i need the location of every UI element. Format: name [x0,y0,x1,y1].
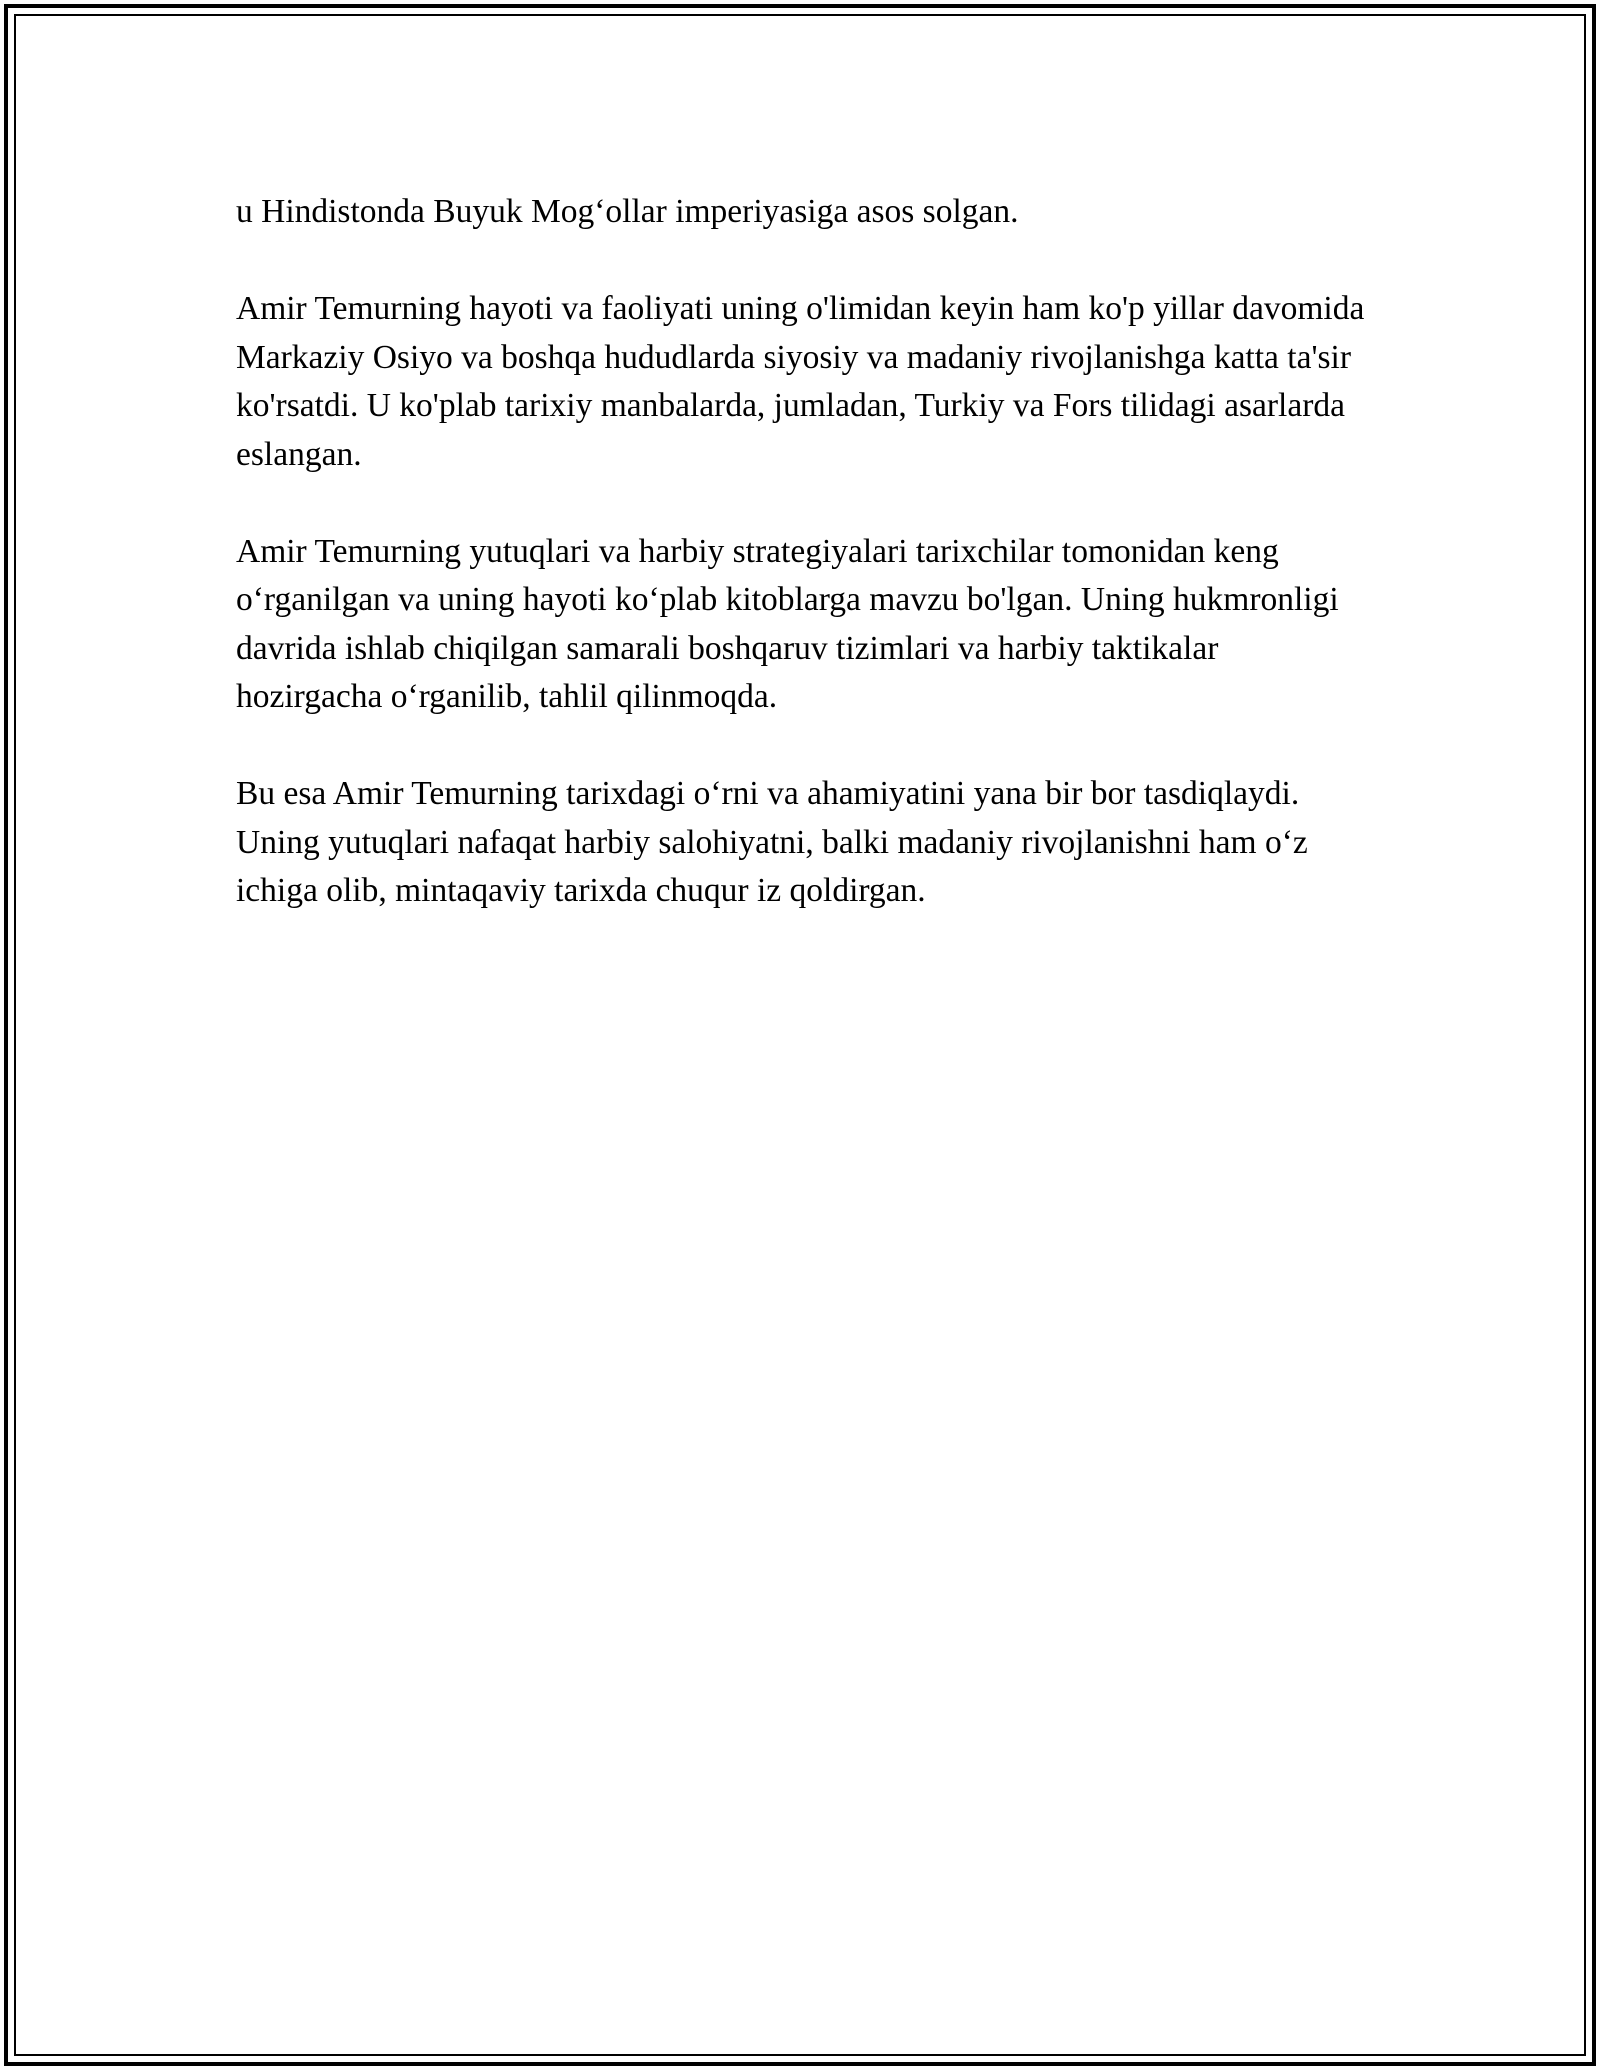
paragraph-4: Bu esa Amir Temurning tarixdagi o‘rni va ahamiyatini yana bir bor tasdiqlaydi. Uning yutuqlari nafaqat harbiy salohiyatni, balki madaniy rivojlanishni ham o‘z ichiga olib, mintaqaviy tarixda chuqur iz qoldirgan. [236,775,1308,909]
paragraph-2: Amir Temurning hayoti va faoliyati uning o'limidan keyin ham ko'p yillar davomida Markaziy Osiyo va boshqa hududlarda siyosiy va madaniy rivojlanishga katta ta'sir ko'rsatdi. U ko'plab tarixiy manbalarda, jumladan, Turkiy va Fors tilidagi asarlarda eslangan. [236,290,1365,473]
document-body [236,188,1366,964]
paragraph-3: Amir Temurning yutuqlari va harbiy strategiyalari tarixchilar tomonidan keng o‘rganilgan va uning hayoti ko‘plab kitoblarga mavzu bo'lgan. Uning hukmronligi davrida ishlab chiqilgan samarali boshqaruv tizimlari va harbiy taktikalar hozirgacha o‘rganilib, tahlil qilinmoqda. [236,532,1339,715]
paragraph-1: u Hindistonda Buyuk Mog‘ollar imperiyasiga asos solgan. [236,193,1019,230]
